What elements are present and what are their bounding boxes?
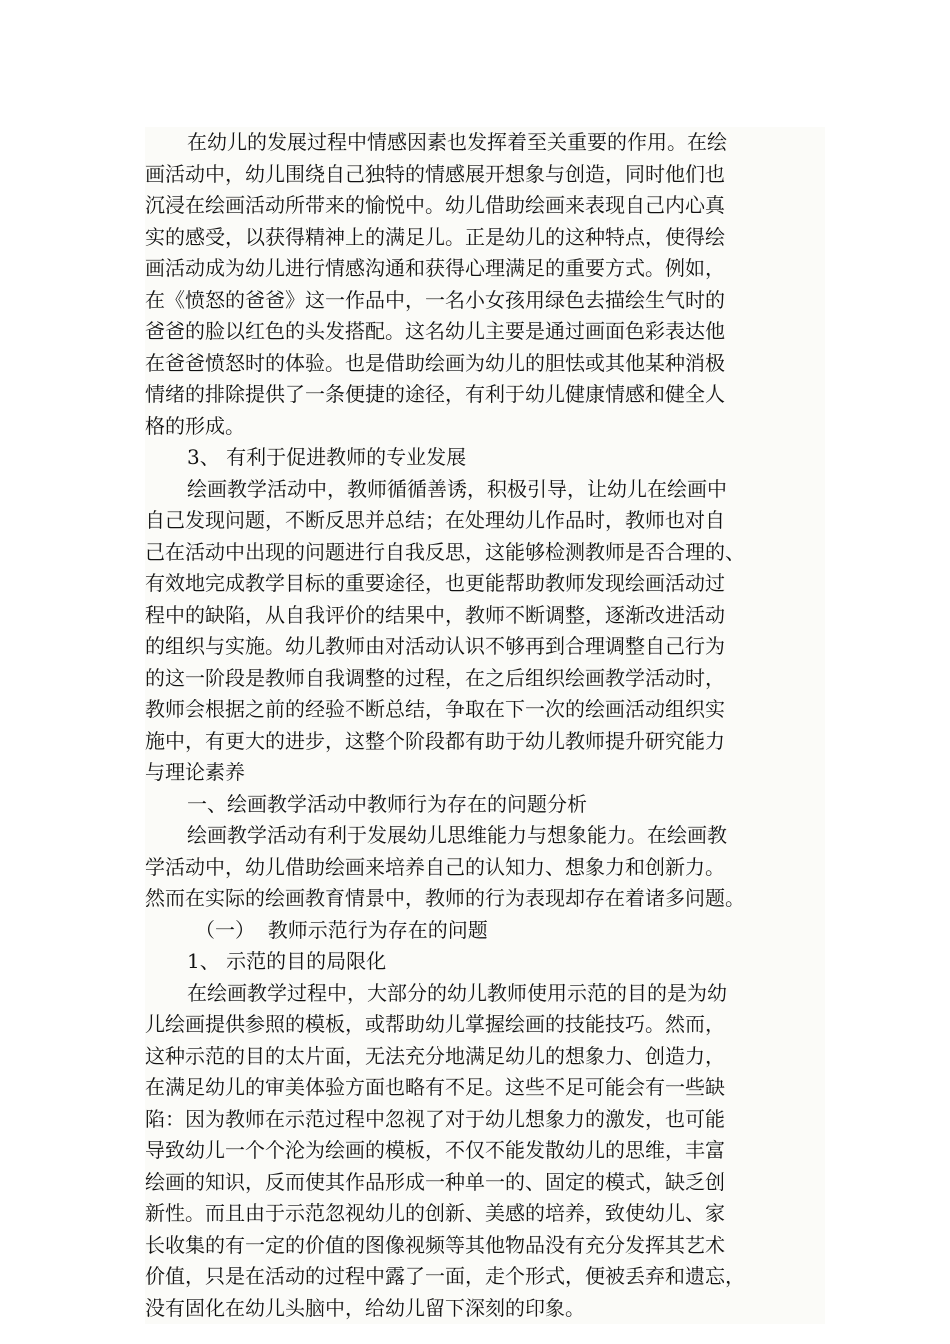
paragraph-line: 价值，只是在活动的过程中露了一面，走个形式，便被丢弃和遗忘， — [145, 1261, 825, 1293]
paragraph-line: 实的感受，以获得精神上的满足儿。正是幼儿的这种特点，使得绘 — [145, 222, 825, 254]
paragraph-line: 然而在实际的绘画教育情景中，教师的行为表现却存在着诸多问题。 — [145, 883, 825, 915]
paragraph-line: 的这一阶段是教师自我调整的过程，在之后组织绘画教学活动时， — [145, 663, 825, 695]
paragraph-line: 与理论素养 — [145, 757, 825, 789]
paragraph-line: 长收集的有一定的价值的图像视频等其他物品没有充分发挥其艺术 — [145, 1230, 825, 1262]
paragraph-line: 绘画教学活动有利于发展幼儿思维能力与想象能力。在绘画教 — [145, 820, 825, 852]
document-body — [145, 127, 825, 1324]
paragraph-line: 绘画教学活动中，教师循循善诱，积极引导，让幼儿在绘画中 — [145, 474, 825, 506]
paragraph-line: 程中的缺陷，从自我评价的结果中，教师不断调整，逐渐改进活动 — [145, 600, 825, 632]
paragraph-line: 在《愤怒的爸爸》这一作品中，一名小女孩用绿色去描绘生气时的 — [145, 285, 825, 317]
subsection-heading: （一） 教师示范行为存在的问题 — [145, 915, 825, 947]
paragraph-line: 没有固化在幼儿头脑中，给幼儿留下深刻的印象。 — [145, 1293, 825, 1325]
paragraph-line: 画活动中，幼儿围绕自己独特的情感展开想象与创造，同时他们也 — [145, 159, 825, 191]
paragraph-line: 在绘画教学过程中，大部分的幼儿教师使用示范的目的是为幼 — [145, 978, 825, 1010]
paragraph-line: 导致幼儿一个个沦为绘画的模板，不仅不能发散幼儿的思维，丰富 — [145, 1135, 825, 1167]
paragraph-line: 爸爸的脸以红色的头发搭配。这名幼儿主要是通过画面色彩表达他 — [145, 316, 825, 348]
section-heading: 1、 示范的目的局限化 — [145, 946, 825, 978]
paragraph-line: 陷：因为教师在示范过程中忽视了对于幼儿想象力的激发，也可能 — [145, 1104, 825, 1136]
paragraph-line: 绘画的知识，反而使其作品形成一种单一的、固定的模式，缺乏创 — [145, 1167, 825, 1199]
paragraph-line: 儿绘画提供参照的模板，或帮助幼儿掌握绘画的技能技巧。然而， — [145, 1009, 825, 1041]
paragraph-line: 格的形成。 — [145, 411, 825, 443]
paragraph-line: 在幼儿的发展过程中情感因素也发挥着至关重要的作用。在绘 — [145, 127, 825, 159]
paragraph-line: 在满足幼儿的审美体验方面也略有不足。这些不足可能会有一些缺 — [145, 1072, 825, 1104]
section-heading: 3、 有利于促进教师的专业发展 — [145, 442, 825, 474]
paragraph-line: 有效地完成教学目标的重要途径，也更能帮助教师发现绘画活动过 — [145, 568, 825, 600]
paragraph-line: 的组织与实施。幼儿教师由对活动认识不够再到合理调整自己行为 — [145, 631, 825, 663]
paragraph-line: 这种示范的目的太片面，无法充分地满足幼儿的想象力、创造力， — [145, 1041, 825, 1073]
paragraph-line: 沉浸在绘画活动所带来的愉悦中。幼儿借助绘画来表现自己内心真 — [145, 190, 825, 222]
paragraph-line: 己在活动中出现的问题进行自我反思，这能够检测教师是否合理的、 — [145, 537, 825, 569]
section-heading: 一、绘画教学活动中教师行为存在的问题分析 — [145, 789, 825, 821]
paragraph-line: 自己发现问题，不断反思并总结；在处理幼儿作品时，教师也对自 — [145, 505, 825, 537]
paragraph-line: 情绪的排除提供了一条便捷的途径，有利于幼儿健康情感和健全人 — [145, 379, 825, 411]
paragraph-line: 学活动中，幼儿借助绘画来培养自己的认知力、想象力和创新力。 — [145, 852, 825, 884]
paragraph-line: 教师会根据之前的经验不断总结，争取在下一次的绘画活动组织实 — [145, 694, 825, 726]
paragraph-line: 新性。而且由于示范忽视幼儿的创新、美感的培养，致使幼儿、家 — [145, 1198, 825, 1230]
paragraph-line: 画活动成为幼儿进行情感沟通和获得心理满足的重要方式。例如， — [145, 253, 825, 285]
paragraph-line: 在爸爸愤怒时的体验。也是借助绘画为幼儿的胆怯或其他某种消极 — [145, 348, 825, 380]
paragraph-line: 施中，有更大的进步，这整个阶段都有助于幼儿教师提升研究能力 — [145, 726, 825, 758]
